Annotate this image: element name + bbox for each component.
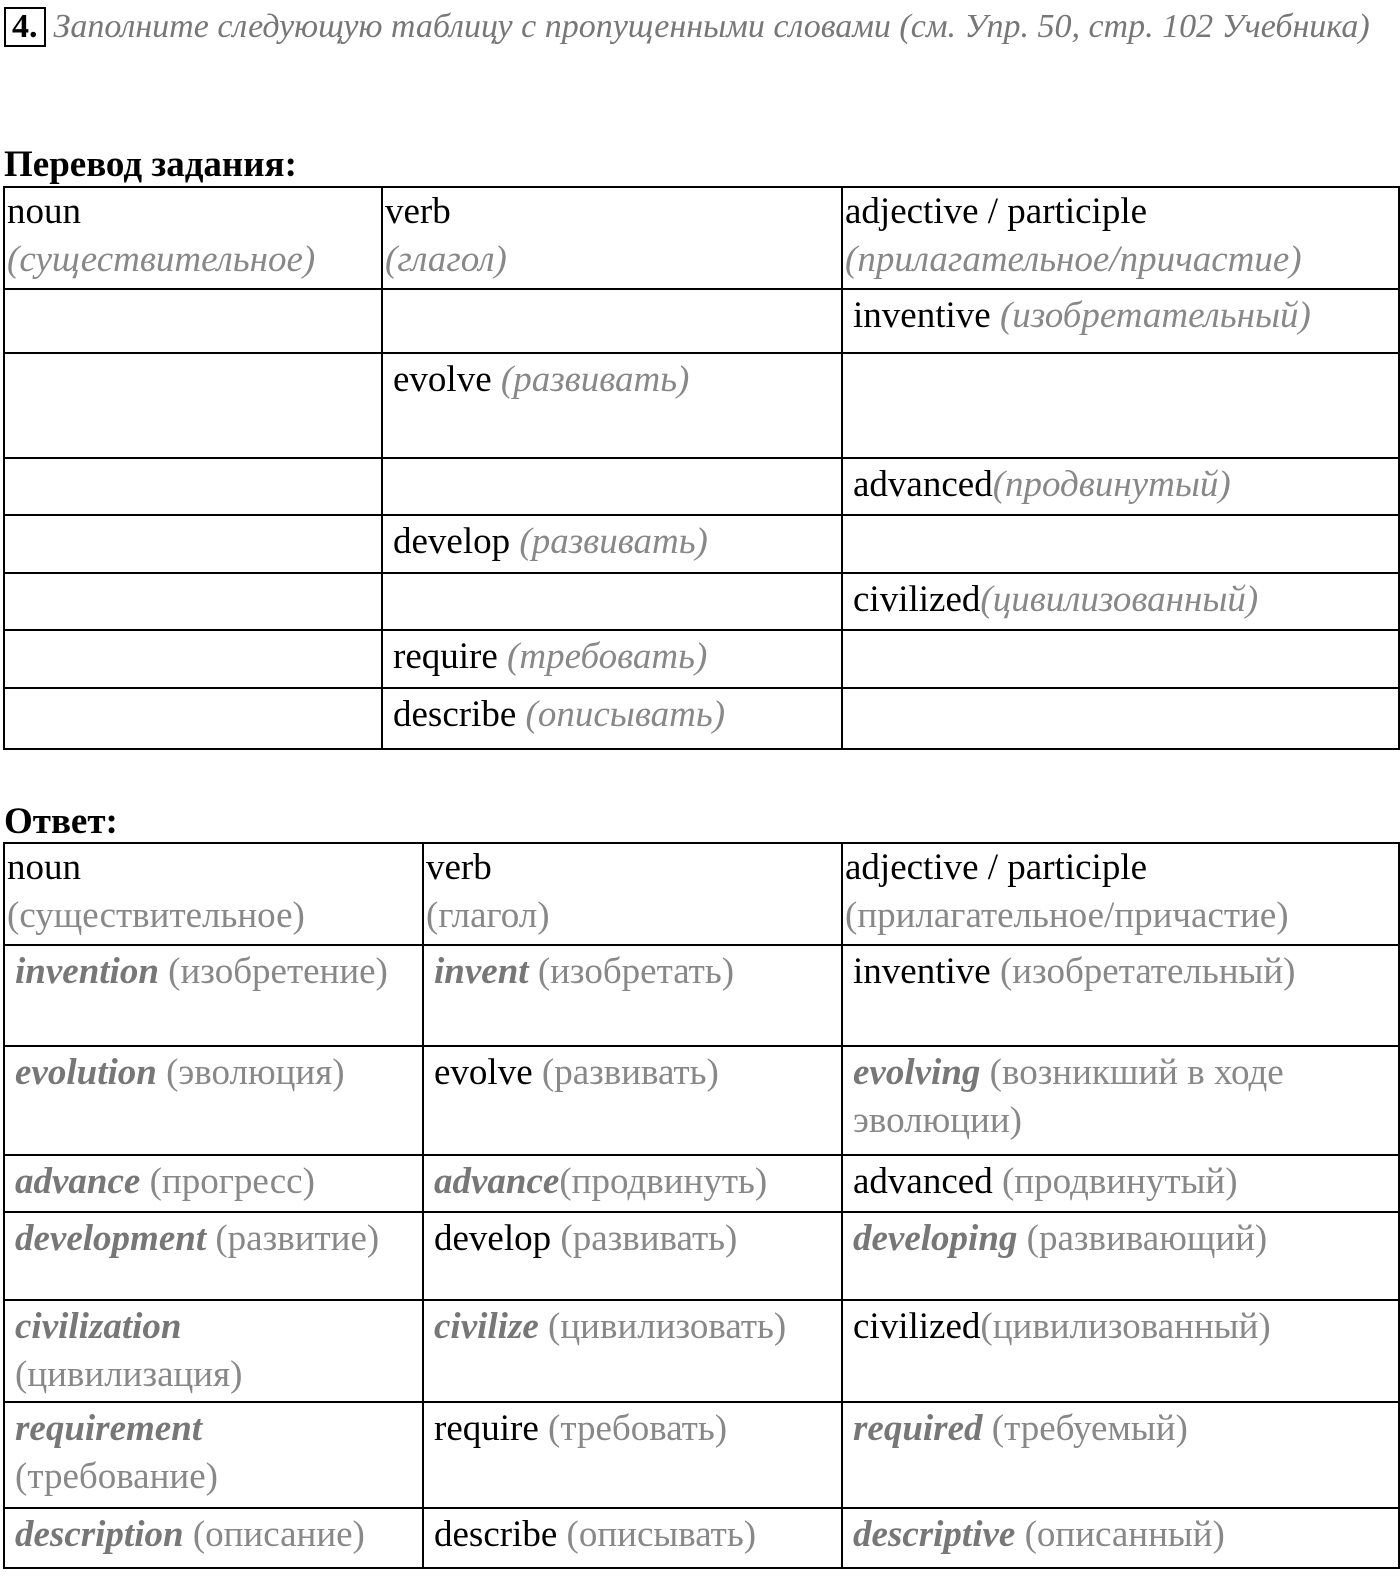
header-adjective: adjective / participle (прилагательное/причастие) bbox=[842, 187, 1399, 289]
answer-table bbox=[3, 842, 1400, 1569]
adj-cell: advanced (продвинутый) bbox=[842, 1155, 1399, 1212]
noun-cell bbox=[4, 353, 382, 458]
header-verb: verb (глагол) bbox=[423, 843, 842, 945]
noun-cell bbox=[4, 630, 382, 688]
task-number: 4. bbox=[4, 7, 46, 47]
verb-cell: require (требовать) bbox=[382, 630, 842, 688]
table-row bbox=[4, 1046, 1399, 1155]
table-row bbox=[4, 945, 1399, 1046]
noun-cell: advance (прогресс) bbox=[4, 1155, 423, 1212]
task-instruction bbox=[4, 6, 1384, 48]
translation-heading: Перевод задания: bbox=[4, 144, 297, 185]
verb-cell: describe (описывать) bbox=[423, 1508, 842, 1568]
answer-heading: Ответ: bbox=[4, 801, 118, 842]
table-row bbox=[4, 1300, 1399, 1402]
verb-cell: evolve (развивать) bbox=[382, 353, 842, 458]
noun-cell bbox=[4, 515, 382, 573]
table-row bbox=[4, 515, 1399, 573]
verb-cell: invent (изобретать) bbox=[423, 945, 842, 1046]
noun-cell bbox=[4, 573, 382, 630]
task-table-header bbox=[4, 187, 1399, 289]
noun-cell bbox=[4, 458, 382, 515]
noun-cell bbox=[4, 688, 382, 749]
noun-cell: description (описание) bbox=[4, 1508, 423, 1568]
adj-cell: descriptive (описанный) bbox=[842, 1508, 1399, 1568]
adj-cell: required (требуемый) bbox=[842, 1402, 1399, 1508]
header-verb: verb (глагол) bbox=[382, 187, 842, 289]
adj-cell: developing (развивающий) bbox=[842, 1212, 1399, 1300]
task-text: Заполните следующую таблицу с пропущенными словами (см. Упр. 50, стр. 102 Учебника) bbox=[53, 8, 1370, 45]
noun-cell bbox=[4, 289, 382, 353]
table-row bbox=[4, 688, 1399, 749]
adj-cell bbox=[842, 630, 1399, 688]
verb-cell bbox=[382, 573, 842, 630]
table-row bbox=[4, 630, 1399, 688]
verb-cell: develop (развивать) bbox=[423, 1212, 842, 1300]
noun-cell: invention (изобретение) bbox=[4, 945, 423, 1046]
task-table bbox=[3, 186, 1400, 750]
verb-cell: civilize (цивилизовать) bbox=[423, 1300, 842, 1402]
table-row bbox=[4, 289, 1399, 353]
noun-cell: civilization (цивилизация) bbox=[4, 1300, 423, 1402]
table-row bbox=[4, 573, 1399, 630]
noun-cell: requirement (требование) bbox=[4, 1402, 423, 1508]
adj-cell: civilized(цивилизованный) bbox=[842, 1300, 1399, 1402]
verb-cell: develop (развивать) bbox=[382, 515, 842, 573]
adj-cell: advanced(продвинутый) bbox=[842, 458, 1399, 515]
adj-cell bbox=[842, 353, 1399, 458]
verb-cell bbox=[382, 289, 842, 353]
noun-cell: evolution (эволюция) bbox=[4, 1046, 423, 1155]
table-row bbox=[4, 1402, 1399, 1508]
verb-cell: evolve (развивать) bbox=[423, 1046, 842, 1155]
answer-table-header bbox=[4, 843, 1399, 945]
header-noun: noun (существительное) bbox=[4, 843, 423, 945]
header-noun: noun (существительное) bbox=[4, 187, 382, 289]
verb-cell: require (требовать) bbox=[423, 1402, 842, 1508]
adj-cell: inventive (изобретательный) bbox=[842, 289, 1399, 353]
header-adjective: adjective / participle (прилагательное/причастие) bbox=[842, 843, 1399, 945]
table-row bbox=[4, 353, 1399, 458]
noun-cell: development (развитие) bbox=[4, 1212, 423, 1300]
table-row bbox=[4, 1212, 1399, 1300]
table-row bbox=[4, 1155, 1399, 1212]
adj-cell bbox=[842, 688, 1399, 749]
table-row bbox=[4, 458, 1399, 515]
verb-cell: describe (описывать) bbox=[382, 688, 842, 749]
adj-cell bbox=[842, 515, 1399, 573]
table-row bbox=[4, 1508, 1399, 1568]
adj-cell: civilized(цивилизованный) bbox=[842, 573, 1399, 630]
adj-cell: evolving (возникший в ходе эволюции) bbox=[842, 1046, 1399, 1155]
adj-cell: inventive (изобретательный) bbox=[842, 945, 1399, 1046]
verb-cell bbox=[382, 458, 842, 515]
verb-cell: advance(продвинуть) bbox=[423, 1155, 842, 1212]
